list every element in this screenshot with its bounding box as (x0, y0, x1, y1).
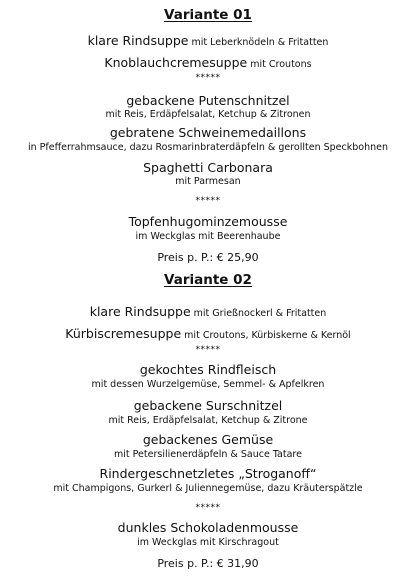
variante-02-heading: Variante 02 (164, 272, 252, 288)
price-label: Preis p. P.: € 31,90 (157, 557, 259, 570)
menu-item-detail: mit dessen Wurzelgemüse, Semmel- & Apfelkren (91, 379, 325, 390)
menu-item-klare-rindsuppe-2 (0, 303, 416, 319)
course-separator: ***** (195, 503, 221, 513)
course-separator: ***** (195, 345, 221, 355)
price-label: Preis p. P.: € 25,90 (157, 251, 259, 264)
menu-item-detail: mit Champigons, Gurkerl & Juliennegemüse, dazu Kräuterspätzle (53, 483, 363, 494)
menu-item-detail: mit Parmesan (175, 176, 241, 187)
menu-item-name: gebratene Schweinemedaillons (109, 125, 307, 140)
course-separator: ***** (195, 73, 221, 83)
menu-item-name: Rindergeschnetzletes „Stroganoff“ (99, 466, 317, 481)
menu-item-detail: mit Croutons, Kürbiskerne & Kernöl (181, 330, 351, 341)
menu-item-name: Knoblauchcremesuppe (104, 55, 248, 70)
menu-item-detail: mit Petersilienerdäpfeln & Sauce Tatare (114, 449, 302, 460)
menu-item-detail: mit Leberknödeln & Fritatten (188, 37, 329, 48)
menu-item-name: klare Rindsuppe (89, 304, 191, 319)
menu-item-name: klare Rindsuppe (87, 33, 189, 48)
menu-item-detail: mit Reis, Erdäpfelsalat, Ketchup & Zitronen (105, 109, 311, 120)
menu-item-name: gekochtes Rindfleisch (139, 362, 277, 377)
menu-item-name: gebackene Surschnitzel (133, 398, 283, 413)
menu-item-detail: im Weckglas mit Beerenhaube (135, 231, 281, 242)
menu-item-name: gebackene Putenschnitzel (126, 93, 290, 108)
menu-item-detail: im Weckglas mit Kirschragout (137, 537, 279, 548)
menu-item-detail: mit Croutons (247, 59, 312, 70)
menu-item-detail: mit Grießnockerl & Fritatten (190, 308, 327, 319)
menu-item-klare-rindsuppe-1 (0, 32, 416, 48)
course-separator: ***** (195, 196, 221, 206)
menu-item-kuerbiscremesuppe (0, 325, 416, 341)
menu-item-detail: in Pfefferrahmsauce, dazu Rosmarinbraterdäpfeln & gerollten Speckbohnen (28, 142, 388, 153)
menu-item-knoblauchcremesuppe (0, 54, 416, 70)
menu-item-name: gebackenes Gemüse (142, 432, 274, 447)
menu-item-detail: mit Reis, Erdäpfelsalat, Ketchup & Zitrone (108, 415, 308, 426)
menu-item-name: Kürbiscremesuppe (65, 326, 182, 341)
menu-item-name: Spaghetti Carbonara (143, 160, 273, 175)
menu-item-name: Topfenhugominzemousse (128, 214, 288, 229)
variante-01-heading: Variante 01 (164, 7, 252, 23)
menu-item-name: dunkles Schokoladenmousse (117, 520, 299, 535)
